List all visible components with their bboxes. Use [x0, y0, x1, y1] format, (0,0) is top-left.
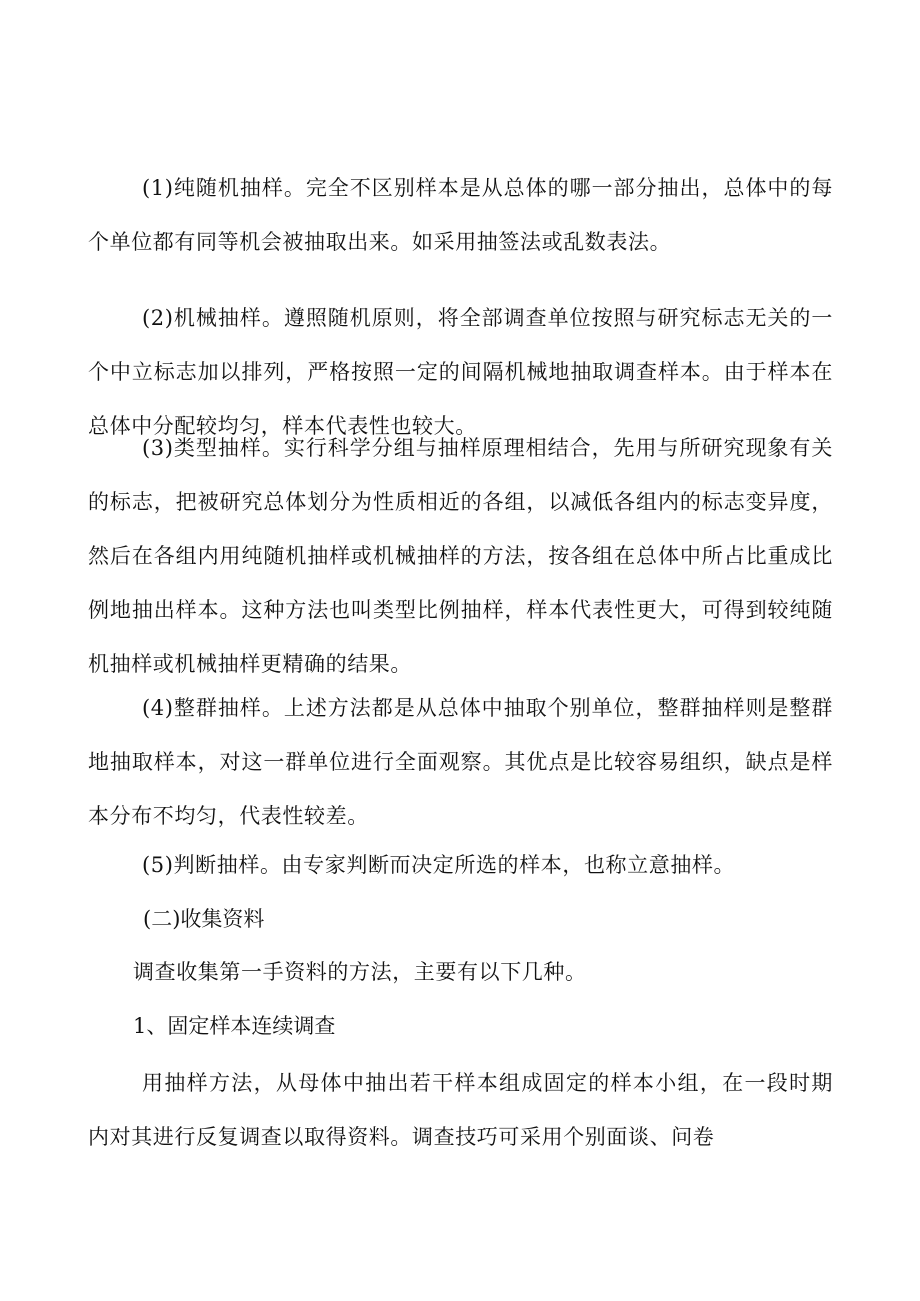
- paragraph-stratified-sampling: (3)类型抽样。实行科学分组与抽样原理相结合，先用与所研究现象有关的标志，把被研究总体划分为性质相近的各组，以减低各组内的标志变异度，然后在各组内用纯随机抽样或机械抽样的方法，按各组在总体中所占比重成比例地抽出样本。这种方法也叫类型比例抽样，样本代表性更大，可得到较纯随机抽样或机械抽样更精确的结果。: [88, 436, 833, 676]
- paragraph-collection-intro: 调查收集第一手资料的方法，主要有以下几种。: [133, 960, 587, 984]
- paragraph-cluster-sampling: (4)整群抽样。上述方法都是从总体中抽取个别单位，整群抽样则是整群地抽取样本，对这一群单位进行全面观察。其优点是比较容易组织，缺点是样本分布不均匀，代表性较差。: [88, 696, 833, 828]
- paragraph-systematic-sampling: (2)机械抽样。遵照随机原则，将全部调查单位按照与研究标志无关的一个中立标志加以排列，严格按照一定的间隔机械地抽取调查样本。由于样本在总体中分配较均匀，样本代表性也较大。: [88, 306, 833, 438]
- paragraph-fixed-sample-survey: 用抽样方法，从母体中抽出若干样本组成固定的样本小组，在一段时期内对其进行反复调查以取得资料。调查技巧可采用个别面谈、问卷: [88, 1071, 833, 1149]
- section-heading-collect-data: (二)收集资料: [143, 907, 265, 931]
- paragraph-judgment-sampling: (5)判断抽样。由专家判断而决定所选的样本，也称立意抽样。: [142, 853, 736, 877]
- paragraph-random-sampling: (1)纯随机抽样。完全不区别样本是从总体的哪一部分抽出，总体中的每个单位都有同等机会被抽取出来。如采用抽签法或乱数表法。: [88, 176, 833, 254]
- subsection-heading-fixed-sample: 1、固定样本连续调查: [133, 1014, 336, 1038]
